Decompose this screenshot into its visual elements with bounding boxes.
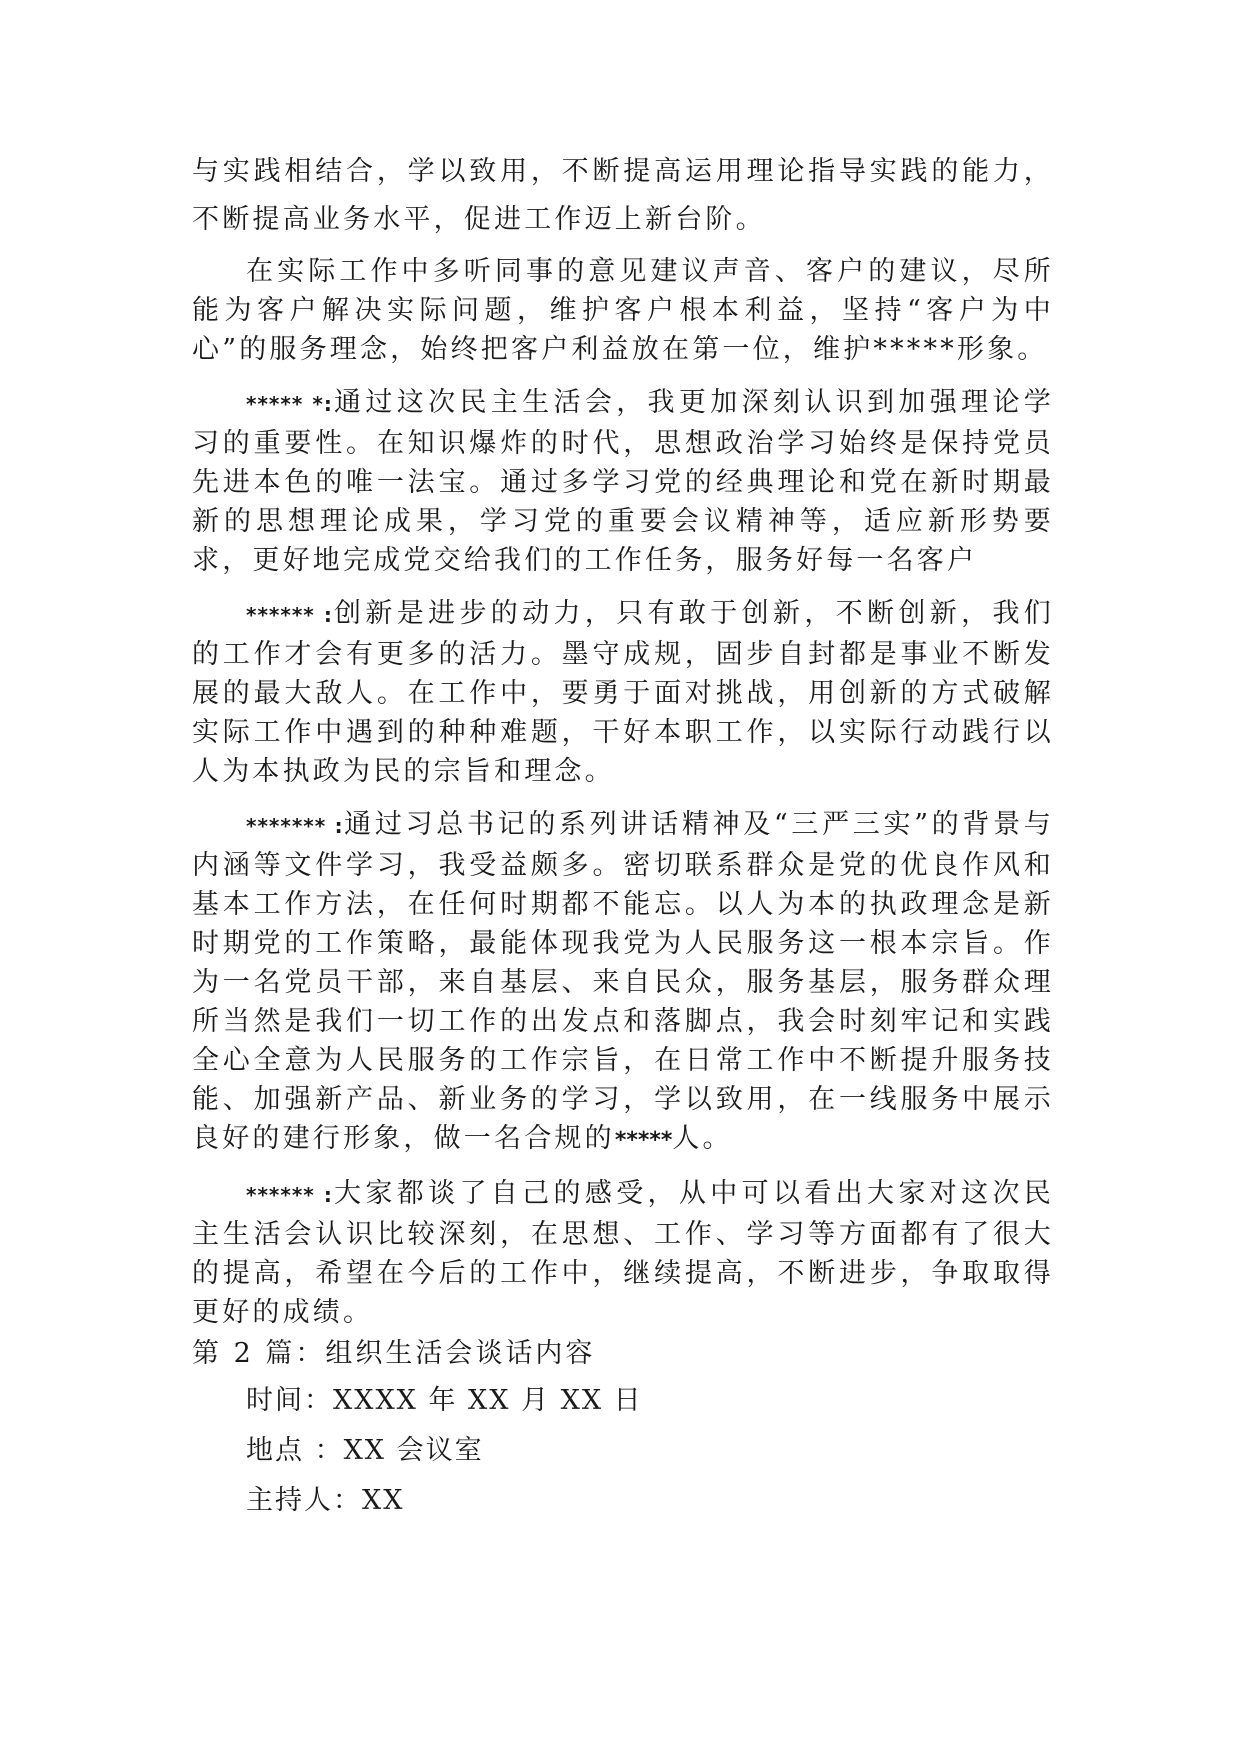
masked-name: ***** — [873, 334, 957, 365]
meeting-time: 时间：XXXX 年 XX 月 XX 日 — [246, 1385, 643, 1416]
speech-paragraph — [192, 1174, 1054, 1332]
section-title: 第 2 篇：组织生活会谈话内容 — [192, 1338, 596, 1369]
speech-text: 人。 — [672, 1123, 733, 1154]
meeting-host: 主持人：XX — [246, 1485, 405, 1516]
speaker-label: ****** : — [246, 603, 333, 627]
paragraph-service-concept — [192, 252, 1054, 369]
speech-paragraph — [192, 383, 1054, 580]
masked-name: ***** — [614, 1128, 673, 1153]
speech-paragraph — [192, 805, 1054, 1160]
paragraph-text: 形象。 — [956, 334, 1048, 365]
speaker-label: ****** : — [246, 1183, 333, 1207]
speaker-label: ***** *: — [246, 392, 333, 416]
document-body — [192, 148, 1054, 1526]
speech-text: 通过这次民主生活会，我更加深刻认识到加强理论学习的重要性。在知识爆炸的时代，思想政治学习始终是保持党员先进本色的唯一法宝。通过多学习党的经典理论和党在新时期最新的思想理论成果，学习党的重要会议精神等，适应新形势要求，更好地完成党交给我们的工作任务，服务好每一名客户 — [192, 387, 1054, 576]
speech-text: 大家都谈了自己的感受，从中可以看出大家对这次民主生活会认识比较深刻，在思想、工作、学习等方面都有了很大的提高，希望在今后的工作中，继续提高，不断进步，争取取得更好的成绩。 — [192, 1178, 1054, 1328]
speech-text: 创新是进步的动力，只有敢于创新，不断创新，我们的工作才会有更多的活力。墨守成规，固步自封都是事业不断发展的最大敌人。在工作中，要勇于面对挑战，用创新的方式破解实际工作中遇到的种种难题，干好本职工作，以实际行动践行以人为本执政为民的宗旨和理念。 — [192, 598, 1054, 787]
meeting-place: 地点 ：XX 会议室 — [246, 1435, 484, 1466]
paragraph-text: 在实际工作中多听同事的意见建议声音、客户的建议，尽所能为客户解决实际问题，维护客户根本利益，坚持“客户为中心”的服务理念，始终把客户利益放在第一位，维护 — [192, 256, 1054, 365]
speech-paragraph — [192, 594, 1054, 791]
speaker-label: ******* : — [246, 814, 344, 838]
speech-text: 通过习总书记的系列讲话精神及“三严三实”的背景与内涵等文件学习，我受益颇多。密切联系群众是党的优良作风和基本工作方法，在任何时期都不能忘。以人为本的执政理念是新时期党的工作策略，最能体现我党为人民服务这一根本宗旨。作为一名党员干部，来自基层、来自民众，服务基层，服务群众理所当然是我们一切工作的出发点和落脚点，我会时刻牢记和实践全心全意为人民服务的工作宗旨，在日常工作中不断提升服务技能、加强新产品、新业务的学习，学以致用，在一线服务中展示良好的建行形象，做一名合规的 — [192, 809, 1054, 1154]
paragraph-continuation: 与实践相结合，学以致用，不断提高运用理论指导实践的能力，不断提高业务水平，促进工作迈上新台阶。 — [192, 156, 1054, 235]
